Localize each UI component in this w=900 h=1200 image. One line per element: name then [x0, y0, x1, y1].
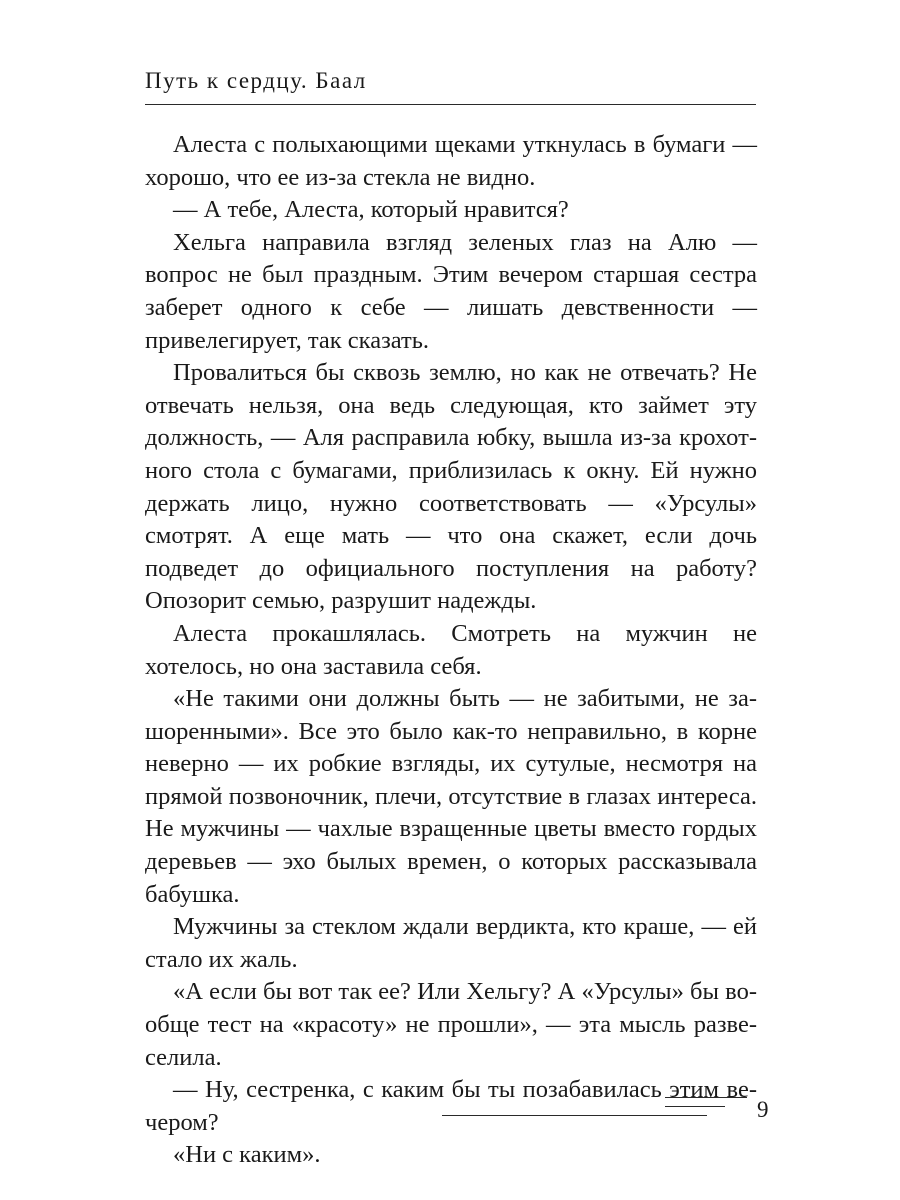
paragraph: — А тебе, Алеста, который нравится?: [173, 196, 569, 224]
running-head-title: Путь к сердцу. Баал: [145, 68, 367, 93]
paragraph: — Ну, сестренка, с каким бы ты позабавилась этим вечером?: [145, 1076, 757, 1136]
body-text: [145, 129, 757, 1172]
paragraph: «Ни с каким».: [173, 1141, 321, 1169]
paragraph: Провалиться бы сквозь землю, но как не отвечать? Не отвечать нельзя, она ведь следующая, кто займет эту должность, — Аля расправила юбку, вышла из-за крохотного стола с бумагами, приблизилась к окну. Ей нужно держать лицо, нужно соответствовать — «Урсулы» смотрят. А еще мать — что она скажет, если дочь подведет до официального поступления на работу? Опозорит семью, разрушит надежды.: [145, 359, 757, 615]
paragraph: «Не такими они должны быть — не забитыми, не зашоренными». Все это было как-то неправильно, в корне неверно — их робкие взгляды, их сутулые, несмотря на прямой позвоночник, плечи, отсутствие в глазах интереса. Не мужчины — чахлые взращенные цветы вместо гордых деревьев — эхо былых времен, о которых рассказывала бабушка.: [145, 685, 757, 908]
paragraph: «А если бы вот так ее? Или Хельгу? А «Урсулы» бы вообще тест на «красоту» не прошли», — эта мысль развеселила.: [145, 978, 757, 1071]
footer-rule: [442, 1115, 707, 1116]
paragraph: Алеста с полыхающими щеками уткнулась в бумаги — хорошо, что ее из-за стекла не видно.: [145, 131, 757, 191]
header-rule: [145, 104, 756, 105]
paragraph: Алеста прокашлялась. Смотреть на мужчин не хотелось, но она заставила себя.: [145, 619, 757, 680]
footer-ornament-rule: [665, 1097, 747, 1098]
footer-ornament-rule: [665, 1106, 725, 1107]
paragraph: Мужчины за стеклом ждали вердикта, кто краше, — ей стало их жаль.: [145, 913, 757, 973]
paragraph: Хельга направила взгляд зеленых глаз на Алю — вопрос не был праздным. Этим вечером старшая сестра заберет одного к себе — лишать девственности — привелегирует, так сказать.: [145, 228, 757, 354]
page-number: 9: [757, 1097, 769, 1122]
